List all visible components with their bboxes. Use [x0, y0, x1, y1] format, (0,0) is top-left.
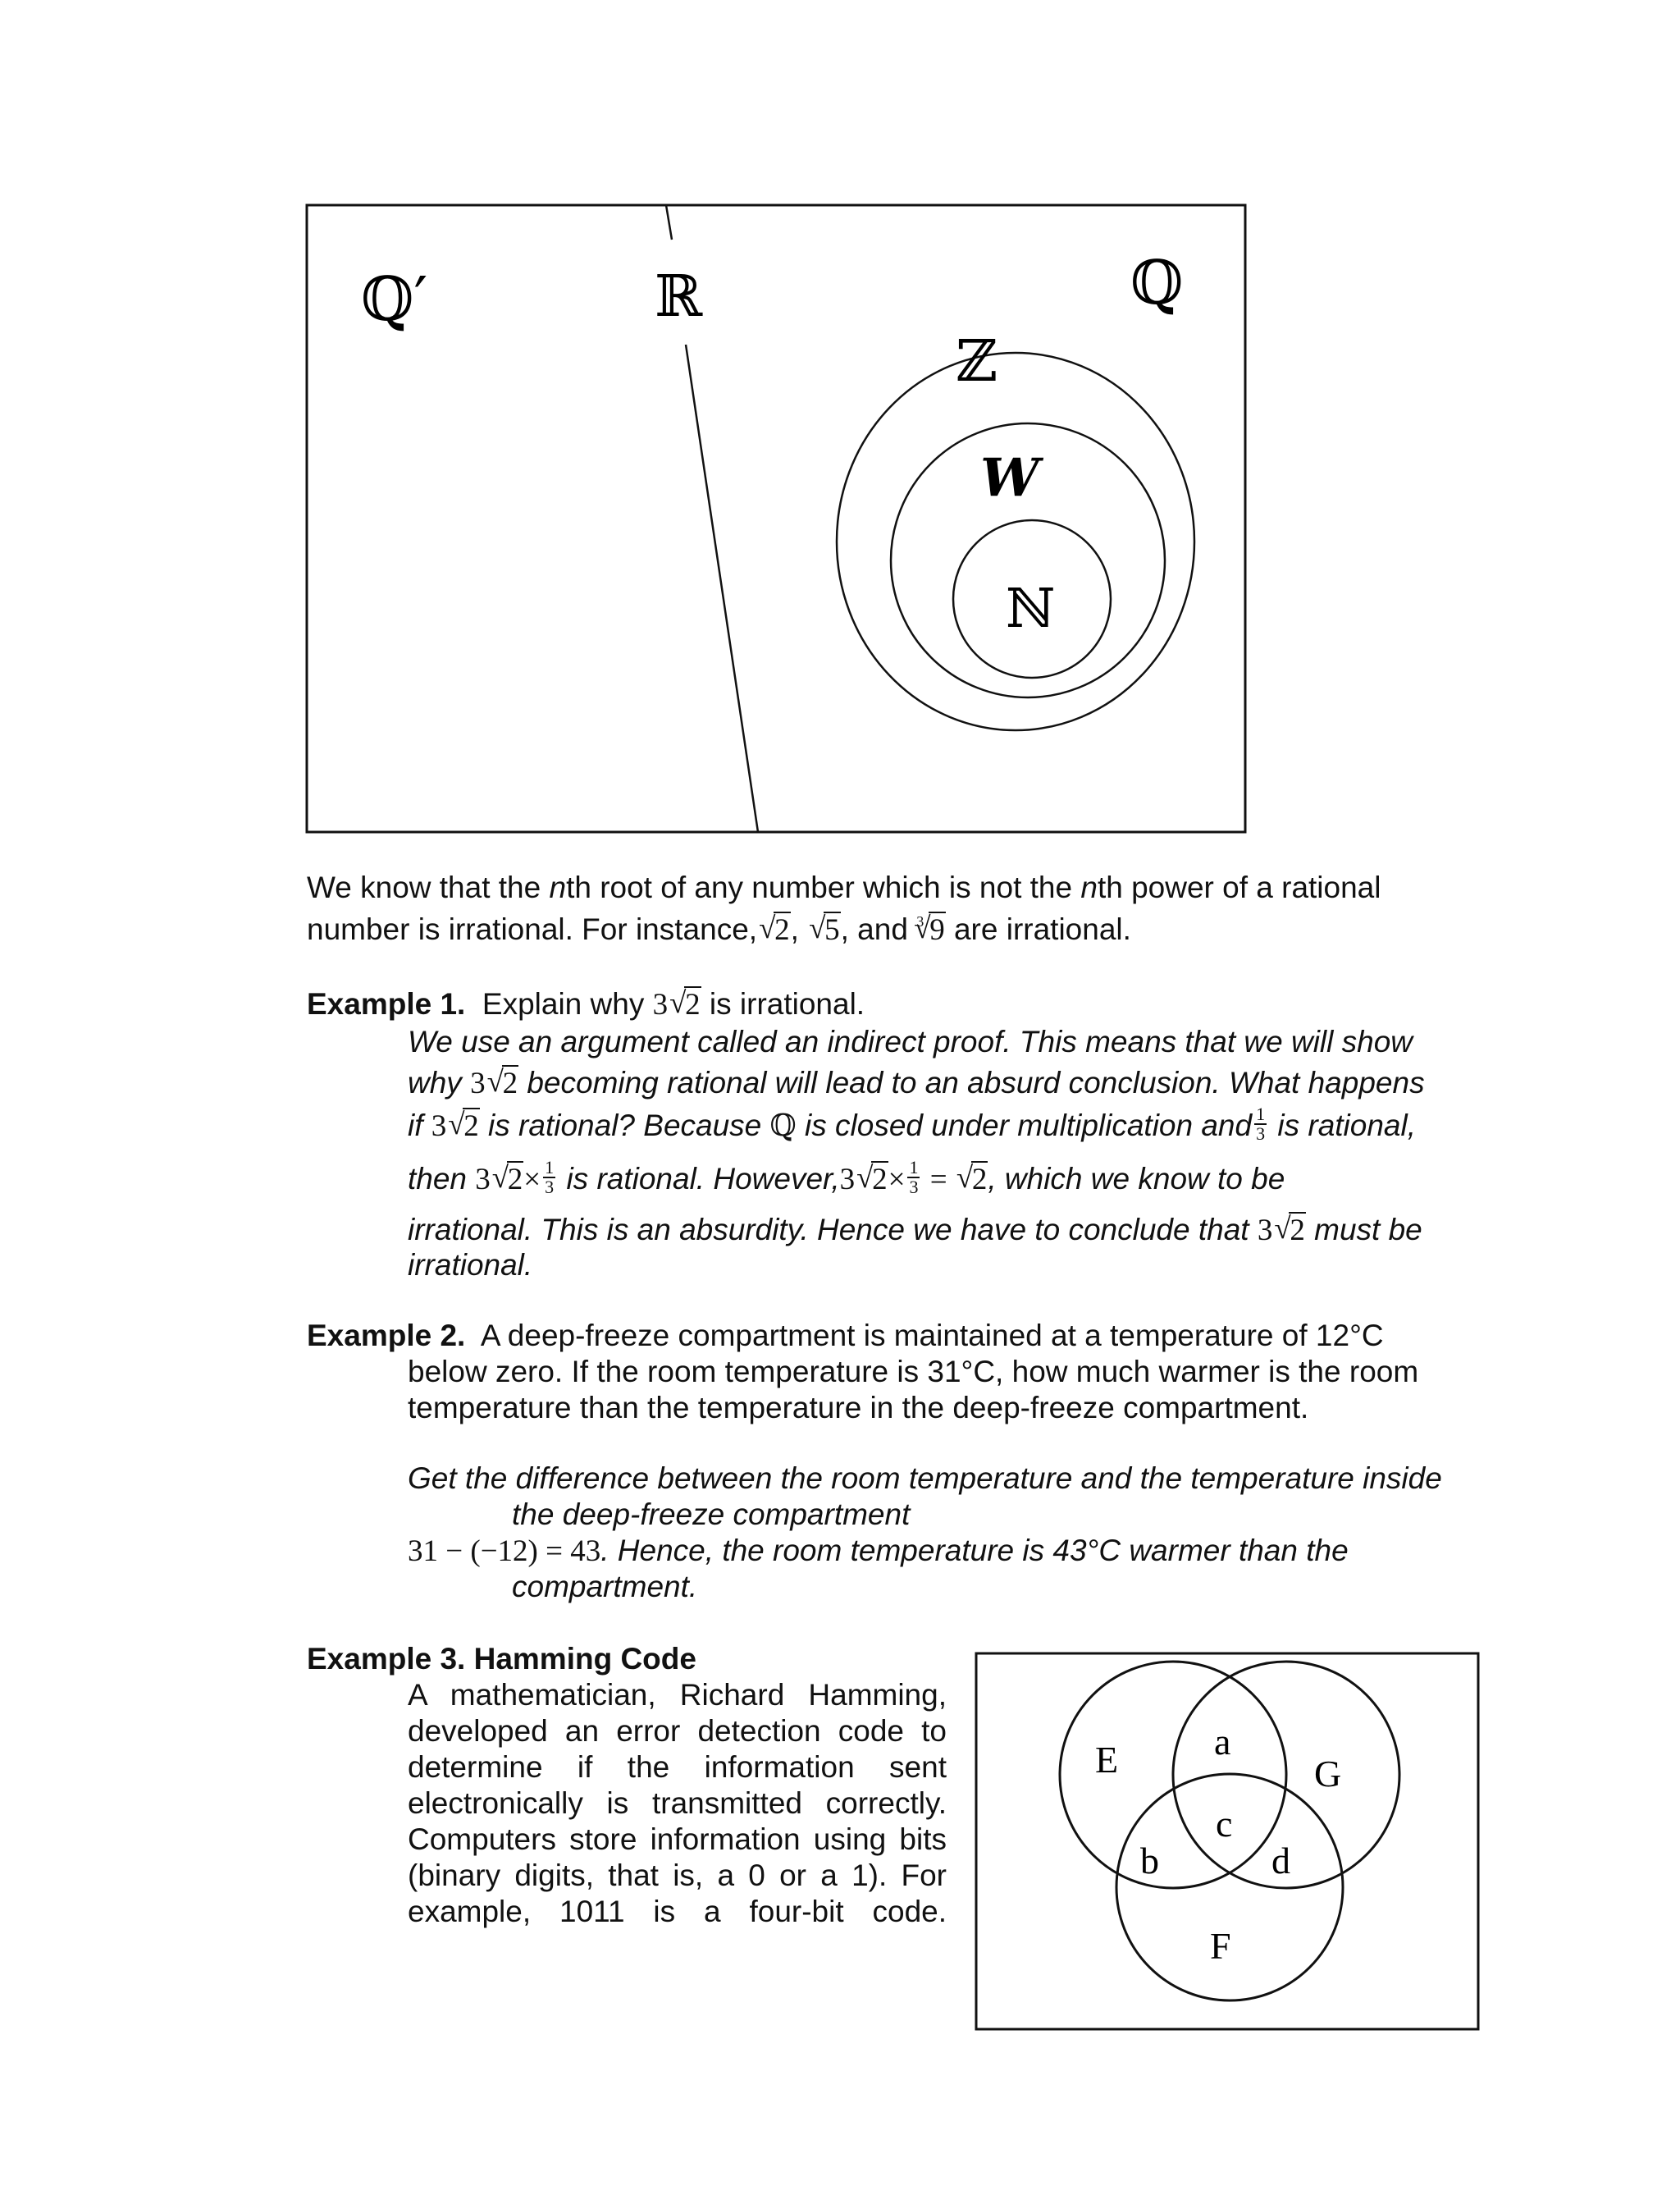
example2-line-3: temperature than the temperature in the deep-freeze compartment.: [408, 1391, 1309, 1424]
real-divider-line: [686, 345, 758, 832]
number-sets-venn-diagram: [0, 0, 1680, 870]
example2-solution-line-3: 31 − (−12) = 43. Hence, the room temperature is 43°C warmer than the: [408, 1534, 1349, 1568]
label-natural: ℕ: [1006, 577, 1056, 640]
example2-label: Example 2.: [307, 1319, 466, 1352]
label-rational: ℚ: [1130, 248, 1184, 318]
label-irrational: ℚ′: [361, 264, 428, 335]
example2-solution-line-4: compartment.: [512, 1570, 698, 1603]
example3-paragraph: [408, 1677, 947, 1930]
example1-line-1: We use an argument called an indirect proof. This means that we will show: [408, 1025, 1413, 1058]
example1-line-5: irrational. This is an absurdity. Hence we have to conclude that 3√ 2 must be: [408, 1212, 1422, 1249]
example3-line: determine if the information sent: [408, 1750, 947, 1784]
example1-label: Example 1.: [307, 987, 466, 1021]
label-G: G: [1314, 1753, 1342, 1795]
label-a: a: [1214, 1721, 1231, 1763]
example3-line: (binary digits, that is, a 0 or a 1). For: [408, 1859, 947, 1892]
example1-line-3: if 3√ 2 is rational? Because ℚ is closed under multiplication and $\frac{1}{3}$ is rational,: [408, 1108, 1416, 1146]
example3-line: developed an error detection code to: [408, 1714, 947, 1748]
label-F: F: [1210, 1925, 1231, 1967]
label-d: d: [1271, 1840, 1290, 1881]
integers-circle: [837, 353, 1194, 730]
example3-line: example, 1011 is a four-bit code.: [408, 1895, 947, 1928]
label-E: E: [1095, 1739, 1119, 1781]
example2-line-2: below zero. If the room temperature is 31°C, how much warmer is the room: [408, 1355, 1419, 1388]
example3-heading: Example 3. Hamming Code: [307, 1642, 696, 1676]
label-whole: W: [980, 447, 1039, 509]
example2-line-1: Example 2. A deep-freeze compartment is maintained at a temperature of 12°C: [307, 1319, 1384, 1352]
example1-line-4: then 3√ 2× $\frac{1}{3}$ is rational. However,3√ 2× $\frac{1}{3}$ = √ 2, which we know to be: [408, 1161, 1285, 1200]
example2-solution-line-2: the deep-freeze compartment: [512, 1497, 911, 1531]
intro-line-1: We know that the nth root of any number which is not the nth power of a rational: [307, 871, 1381, 904]
venn-outer-box: [307, 205, 1245, 832]
example3-line: Computers store information using bits: [408, 1822, 947, 1856]
label-b: b: [1140, 1840, 1159, 1881]
intro-line-2: number is irrational. For instance,√ 2, √ 5, and $^3$√ 9 are irrational.: [307, 912, 1131, 953]
label-real: ℝ: [655, 263, 703, 330]
example3-line: A mathematician, Richard Hamming,: [408, 1678, 947, 1712]
example1-line-2: why 3√ 2 becoming rational will lead to an absurd conclusion. What happens: [408, 1065, 1425, 1102]
real-divider-top: [666, 205, 672, 240]
example3-line: electronically is transmitted correctly.: [408, 1786, 947, 1820]
example1-heading: Example 1. Explain why 3√ 2 is irrational.: [307, 986, 865, 1023]
example1-line-6: irrational.: [408, 1248, 533, 1282]
hamming-venn-diagram: [968, 1641, 1493, 2043]
label-integers: ℤ: [956, 327, 998, 395]
label-c: c: [1216, 1803, 1233, 1845]
example2-solution-line-1: Get the difference between the room temperature and the temperature inside: [408, 1461, 1442, 1495]
